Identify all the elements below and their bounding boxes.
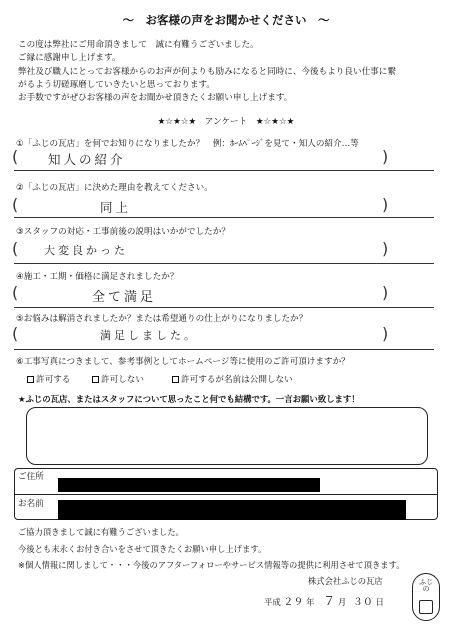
footer-thanks: ご協力頂きまして誠に有難うございました。 [18, 527, 184, 537]
company-seal-icon: ふじの [412, 573, 440, 621]
question-2-divider [14, 217, 434, 218]
answer-4-open-paren: ( [12, 283, 19, 302]
date-era: 平成 [264, 597, 281, 607]
address-label: ご住所 [18, 472, 44, 482]
page-title: ～ お客様の声をお聞かせください ～ [122, 13, 330, 27]
answer-2-text: 同上 [100, 200, 132, 215]
company-name: 株式会社ふじの瓦店 [308, 576, 383, 586]
intro-line-2: ご縁に感謝申し上げます。 [18, 53, 121, 63]
checkbox-deny[interactable] [92, 376, 99, 383]
survey-title: ★☆★☆★ アンケート ★☆★☆★ [157, 117, 295, 127]
question-1-divider [14, 170, 434, 171]
permission-option-anonymous[interactable]: 許可するが名前は公開しない [172, 373, 293, 385]
answer-4-text: 全て満足 [92, 290, 157, 305]
name-label: お名前 [18, 499, 44, 509]
intro-line-5: お手数ですがぜひお客様の声をお聞かせ頂きたくお願い申し上げます。 [18, 93, 293, 103]
intro-line-3: 弊社及び職人にとってお客様からのお声が何よりも励みになると同時に、今後もより良い仕事に繋 [18, 67, 396, 77]
answer-2-open-paren: ( [12, 195, 19, 214]
date-year-suffix: 年 [306, 597, 315, 607]
intro-line-4: がるよう切磋琢磨していきたいと思っております。 [18, 80, 215, 90]
date-day-suffix: 日 [375, 597, 384, 607]
answer-3-open-paren: ( [12, 239, 19, 258]
answer-1-text: 知人の紹介 [48, 152, 126, 167]
permission-option-deny[interactable]: 許可しない [92, 373, 144, 385]
name-redaction [58, 500, 406, 520]
date-month-suffix: 月 [337, 597, 347, 607]
answer-1-open-paren: ( [12, 147, 19, 166]
contact-info-divider [14, 494, 438, 495]
answer-3-text: 大変良かった [44, 244, 128, 257]
answer-5-close-paren: ) [382, 324, 389, 343]
answer-3-close-paren: ) [382, 239, 389, 258]
date-month: ７ [323, 594, 336, 608]
question-1-label: ①「ふじの瓦店」を何でお知りになりましたか？ 例：ﾎｰﾑﾍﾟｰｼﾞを見て・知人の紹介…等 [16, 139, 359, 149]
footer-privacy: ※個人情報に関しまして・・・今後のアフターフォローやサービス情報等の提供に利用させて頂きます。 [18, 560, 405, 570]
comment-box[interactable] [26, 407, 428, 465]
question-6-label: ⑥工事写真につきまして、参考事例としてホームページ等に使用のご許可頂けますか？ [16, 357, 350, 367]
answer-4-close-paren: ) [382, 283, 389, 302]
checkbox-allow[interactable] [27, 376, 34, 383]
answer-5-open-paren: ( [12, 324, 19, 343]
date-day: ３０ [352, 597, 373, 608]
address-redaction [58, 478, 320, 492]
question-4-divider [14, 307, 434, 308]
question-3-label: ③スタッフの対応・工事前後の説明はいかがでしたか？ [16, 227, 230, 237]
date-year: ２９ [283, 597, 304, 608]
answer-5-text: 満足しました。 [100, 329, 198, 342]
answer-1-close-paren: ) [382, 147, 389, 166]
question-5-divider [14, 349, 434, 350]
footer-future: 今後とも末永くお付き合いをさせて頂きたくお願い申し上げます。 [18, 544, 267, 554]
question-5-label: ⑤お悩みは解消されましたか？または希望通りの仕上がりになりましたか？ [16, 314, 308, 324]
question-3-divider [14, 263, 434, 264]
question-4-label: ④施工・工期・価格に満足されましたか？ [16, 272, 179, 282]
checkbox-anonymous[interactable] [172, 376, 179, 383]
answer-2-close-paren: ) [382, 195, 389, 214]
intro-line-1: この度は弊社にご用命頂きまして 誠に有難うございました。 [18, 40, 259, 50]
comment-prompt: ★ふじの瓦店、またはスタッフについて思ったこと何でも結構です。一言お願い致します！ [18, 394, 360, 404]
question-2-label: ②「ふじの瓦店」に決めた理由を教えてください。 [16, 183, 213, 193]
permission-option-allow[interactable]: 許可する [27, 373, 70, 385]
date-line [264, 592, 384, 609]
